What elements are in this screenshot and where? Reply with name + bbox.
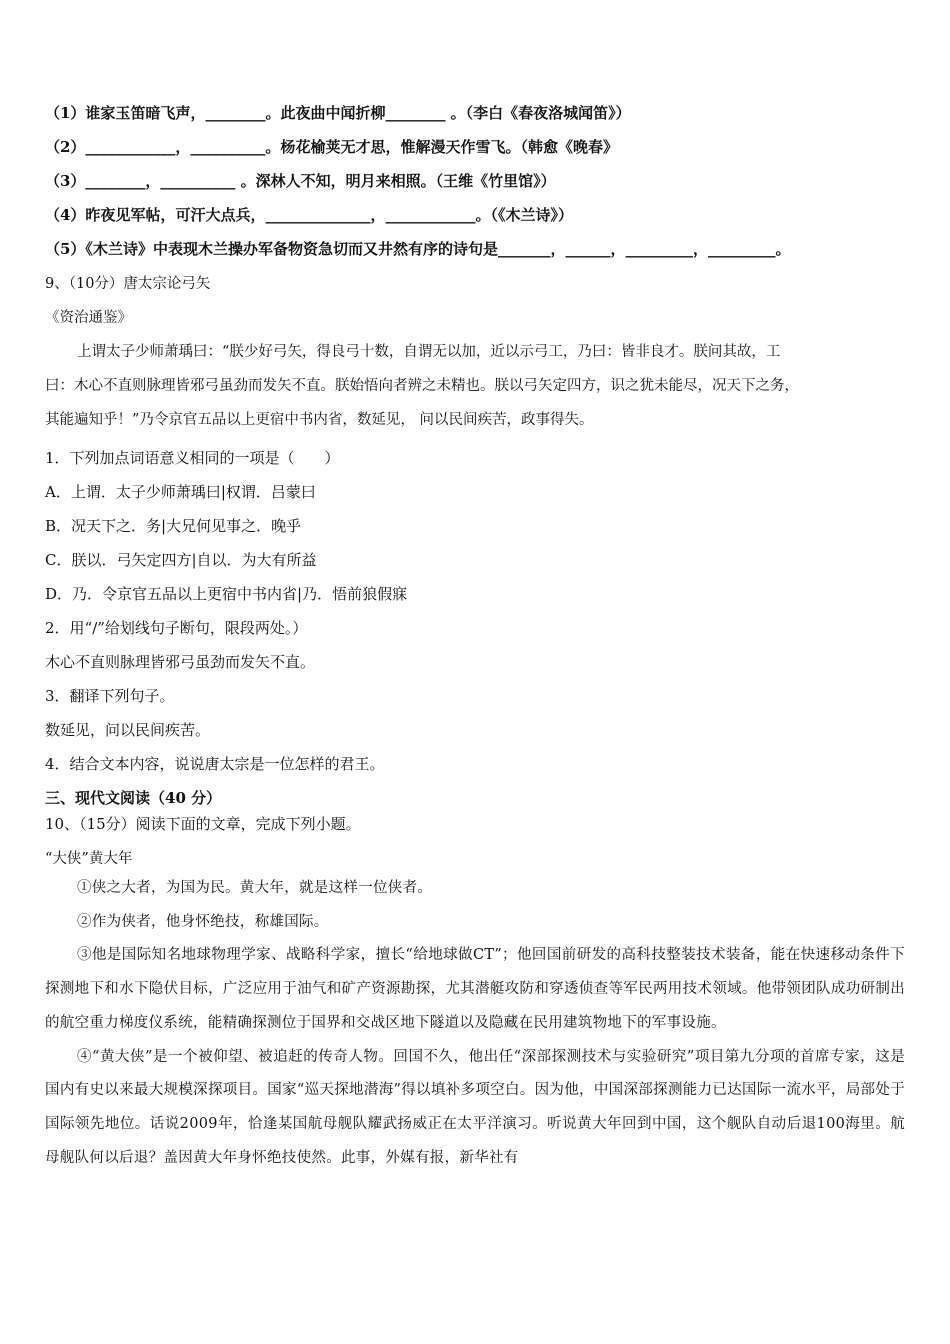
poem-fill-3: （3）________，__________ 。深林人不知，明月来相照。（王维《竹里馆》）: [45, 172, 556, 190]
article-paragraph-1: ①侠之大者，为国为民。黄大年，就是这样一位侠者。: [77, 880, 433, 896]
q9-subquestion-3: 3．翻译下列句子。: [45, 687, 175, 705]
poem-fill-1: （1）谁家玉笛暗飞声，________。此夜曲中闻折柳________ 。（李白《春夜洛城闻笛》）: [45, 104, 631, 122]
poem-fill-4: （4）昨夜见军帖，可汗大点兵，______________，____________。（《木兰诗》）: [45, 206, 573, 224]
q9-subquestion-1: 1．下列加点词语意义相同的一项是（ ）: [45, 449, 340, 467]
q9-passage-line: 其能遍知乎！”乃令京官五品以上更宿中书内省，数延见， 问以民间疾苦，政事得失。: [45, 412, 594, 428]
question-9-header: 9、（10分）唐太宗论弓矢: [45, 276, 211, 292]
article-body: [45, 872, 905, 1175]
question-9-source: 《资治通鉴》: [45, 310, 132, 326]
q9-option-c: C．朕以．弓矢定四方|自以．为大有所益: [45, 551, 317, 569]
article-paragraph-4: ④“黄大侠”是一个被仰望、被追赶的传奇人物。回国不久，他出任“深部探测技术与实验研究”项目第九分项的首席专家，这是国内有史以来最大规模深探项目。国家“巡天探地潜海”得以填补多项空白。因为他，中国深部探测能力已达国际一流水平，局部处于国际领先地位。话说2009年，恰逢某国航母舰队耀武扬威正在太平洋演习。听说黄大年回到中国，这个舰队自动后退100海里。航母舰队何以后退？盖因黄大年身怀绝技使然。此事，外媒有报，新华社有: [45, 1048, 905, 1166]
question-10-header: 10、（15分）阅读下面的文章，完成下列小题。: [45, 815, 361, 833]
q9-subquestion-2: 2．用“/”给划线句子断句，限段两处。）: [45, 619, 308, 637]
article-title: “大侠”黄大年: [45, 851, 133, 867]
q9-passage-line: 上谓太子少师萧瑀曰：“朕少好弓矢，得良弓十数，自谓无以加，近以示弓工，乃曰：皆非良才。朕问其故，工: [77, 344, 781, 360]
poem-fill-5: （5）《木兰诗》中表现木兰操办军备物资急切而又井然有序的诗句是_______，______，_________，_________。: [45, 240, 791, 258]
q9-sentence-to-translate: 数延见，问以民间疾苦。: [45, 721, 211, 739]
q9-sentence-to-split: 木心不直则脉理皆邪弓虽劲而发矢不直。: [45, 653, 316, 671]
poem-fill-2: （2）____________，__________。杨花榆荚无才思，惟解漫天作雪飞。（韩愈《晚春》: [45, 138, 618, 156]
q9-passage-line: 曰：木心不直则脉理皆邪弓虽劲而发矢不直。朕始悟向者辨之未精也。朕以弓矢定四方，识之犹未能尽，况天下之务，: [45, 378, 799, 394]
q9-option-b: B．况天下之．务|大兄何见事之．晚乎: [45, 517, 302, 535]
article-paragraph-2: ②作为侠者，他身怀绝技，称雄国际。: [77, 913, 329, 930]
q9-option-d: D．乃．令京官五品以上更宿中书内省|乃．悟前狼假寐: [45, 585, 408, 603]
q9-option-a: A．上谓．太子少师萧瑀曰|权谓．吕蒙曰: [45, 483, 316, 501]
section-3-heading: 三、现代文阅读（40 分）: [45, 789, 222, 807]
article-paragraph-3: ③他是国际知名地球物理学家、战略科学家，擅长“给地球做CT”；他回国前研发的高科技整装技术装备，能在快速移动条件下探测地下和水下隐伏目标，广泛应用于油气和矿产资源勘探，尤其潜艇攻防和穿透侦查等军民两用技术领域。他带领团队成功研制出的航空重力梯度仪系统，能精确探测位于国界和交战区地下隧道以及隐藏在民用建筑物地下的军事设施。: [45, 947, 905, 1031]
q9-subquestion-4: 4．结合文本内容，说说唐太宗是一位怎样的君王。: [45, 755, 385, 773]
